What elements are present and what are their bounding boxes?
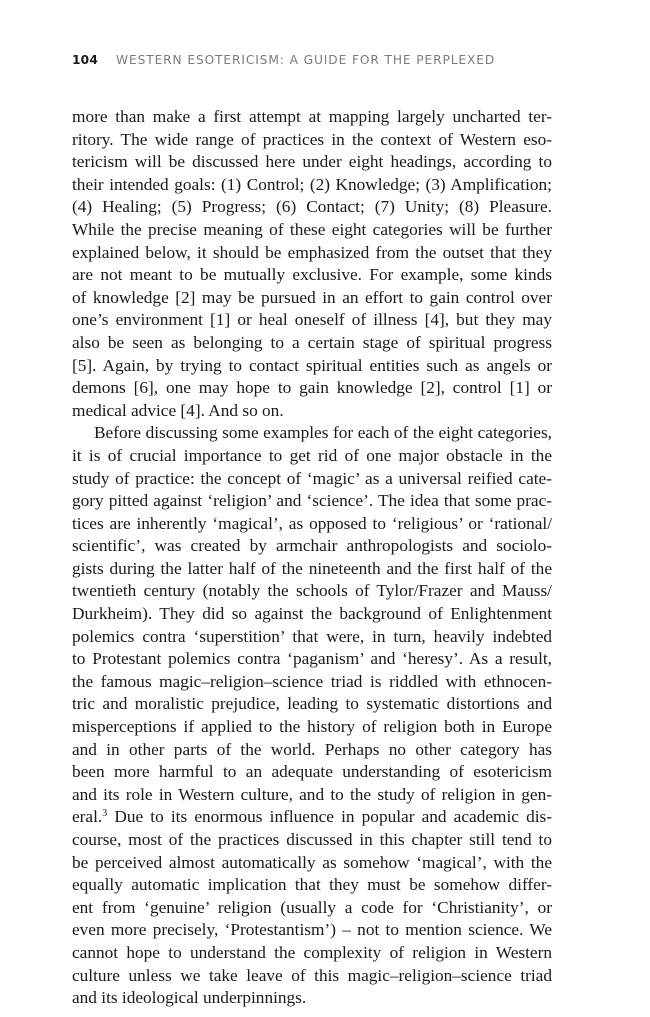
text-line: polemics contra ‘superstition’ that were, in turn, heavily indebted bbox=[72, 626, 552, 646]
text-line: course, most of the practices discussed in this chapter still tend to bbox=[72, 830, 552, 849]
text-line: and its role in Western culture, and to the study of religion in gen- bbox=[72, 784, 552, 804]
text-line: be perceived almost automatically as somehow ‘magical’, with the bbox=[72, 852, 552, 872]
paragraph-2 bbox=[72, 422, 552, 1009]
text-line: and its ideological underpinnings. bbox=[72, 988, 307, 1008]
text-line-with-note bbox=[72, 806, 552, 829]
text-line: and in other parts of the world. Perhaps no other category has bbox=[72, 739, 552, 759]
text-line: tericism will be discussed here under eight headings, according to bbox=[72, 152, 552, 172]
text-line: been more harmful to an adequate understanding of esotericism bbox=[72, 762, 552, 782]
text-line: one’s environment [1] or heal oneself of illness [4], but they may bbox=[72, 310, 552, 330]
text-line: of knowledge [2] may be pursued in an effort to gain control over bbox=[72, 287, 552, 307]
text-line: Before discussing some examples for each of the eight categories, bbox=[94, 423, 552, 443]
text-line: medical advice [4]. And so on. bbox=[72, 400, 284, 420]
text-line: more than make a first attempt at mapping largely uncharted ter- bbox=[72, 107, 552, 126]
text-line: gists during the latter half of the nineteenth and the first half of the bbox=[72, 558, 552, 578]
text-line: gory pitted against ‘religion’ and ‘science’. The idea that some prac- bbox=[72, 491, 552, 511]
text-line: scientific’, was created by armchair anthropologists and sociolo- bbox=[72, 536, 552, 556]
text-line: ent from ‘genuine’ religion (usually a code for ‘Christianity’, or bbox=[72, 897, 552, 917]
text-line: are not meant to be mutually exclusive. For example, some kinds bbox=[72, 265, 552, 285]
text-fragment: eral. bbox=[72, 807, 103, 827]
text-line: culture unless we take leave of this magic–religion–science triad bbox=[72, 965, 552, 985]
paragraph-1 bbox=[72, 106, 552, 422]
running-head bbox=[72, 53, 495, 67]
text-line: the famous magic–religion–science triad is riddled with ethnocen- bbox=[72, 671, 552, 691]
text-line: their intended goals: (1) Control; (2) Knowledge; (3) Amplification; bbox=[72, 174, 552, 194]
text-line: to Protestant polemics contra ‘paganism’ and ‘heresy’. As a result, bbox=[72, 649, 552, 669]
text-line: While the precise meaning of these eight categories will be further bbox=[72, 219, 552, 239]
text-line: [5]. Again, by trying to contact spiritual entities such as angels or bbox=[72, 355, 552, 375]
text-line: ritory. The wide range of practices in the context of Western eso- bbox=[72, 129, 552, 149]
page-number: 104 bbox=[72, 53, 99, 67]
text-line: it is of crucial importance to get rid of one major obstacle in the bbox=[72, 445, 552, 465]
text-line: tric and moralistic prejudice, leading to systematic distortions and bbox=[72, 694, 552, 714]
text-line: explained below, it should be emphasized from the outset that they bbox=[72, 242, 552, 262]
text-line: tices are inherently ‘magical’, as opposed to ‘religious’ or ‘rational/ bbox=[72, 513, 552, 533]
text-fragment: Due to its enormous influence in popular and academic dis- bbox=[107, 807, 552, 827]
text-line: twentieth century (notably the schools of Tylor/Frazer and Mauss/ bbox=[72, 581, 552, 601]
footnote-ref[interactable]: 3 bbox=[102, 808, 108, 820]
text-line: study of practice: the concept of ‘magic’ as a universal reified cate- bbox=[72, 468, 552, 488]
body-text bbox=[72, 106, 552, 1010]
book-title: WESTERN ESOTERICISM: A GUIDE FOR THE PERPLEXED bbox=[116, 53, 496, 67]
text-line: even more precisely, ‘Protestantism’) – not to mention science. We bbox=[72, 920, 552, 940]
text-line: misperceptions if applied to the history of religion both in Europe bbox=[72, 717, 552, 737]
text-line: (4) Healing; (5) Progress; (6) Contact; (7) Unity; (8) Pleasure. bbox=[72, 197, 552, 217]
text-line: cannot hope to understand the complexity of religion in Western bbox=[72, 942, 552, 962]
text-line: demons [6], one may hope to gain knowledge [2], control [1] or bbox=[72, 378, 552, 398]
text-line: equally automatic implication that they must be somehow differ- bbox=[72, 875, 552, 895]
text-line: also be seen as belonging to a certain stage of spiritual progress bbox=[72, 332, 552, 352]
text-line: Durkheim). They did so against the background of Enlightenment bbox=[72, 604, 552, 624]
